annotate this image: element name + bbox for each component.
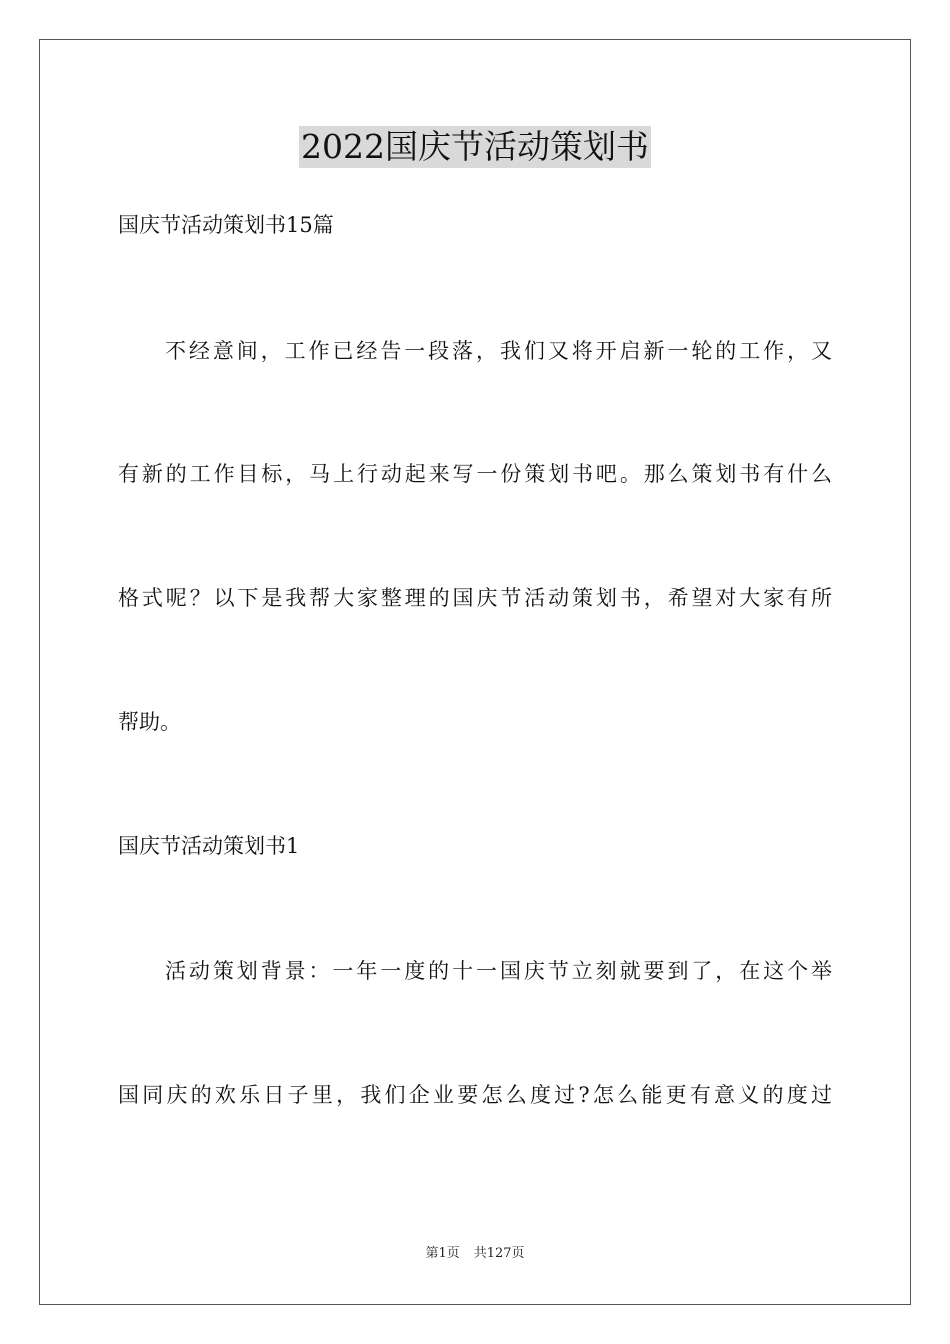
intro-paragraph-line-3: 格式呢？以下是我帮大家整理的国庆节活动策划书，希望对大家有所 xyxy=(118,586,832,610)
section-paragraph-line-1: 活动策划背景：一年一度的十一国庆节立刻就要到了，在这个举 xyxy=(165,959,832,983)
page-number-total: 共127页 xyxy=(473,1246,525,1261)
section-heading: 国庆节活动策划书1 xyxy=(118,834,300,858)
document-title: 2022国庆节活动策划书 xyxy=(301,127,649,166)
page-number-current: 第1页 xyxy=(425,1246,460,1261)
intro-paragraph-line-1: 不经意间，工作已经告一段落，我们又将开启新一轮的工作，又 xyxy=(165,339,832,363)
page-footer xyxy=(0,1245,950,1263)
intro-paragraph-line-2: 有新的工作目标，马上行动起来写一份策划书吧。那么策划书有什么 xyxy=(118,462,832,486)
title-container xyxy=(0,126,950,168)
document-subtitle: 国庆节活动策划书15篇 xyxy=(118,213,334,237)
section-paragraph-line-2: 国同庆的欢乐日子里，我们企业要怎么度过?怎么能更有意义的度过 xyxy=(118,1083,832,1107)
intro-paragraph-line-4: 帮助。 xyxy=(118,710,181,734)
